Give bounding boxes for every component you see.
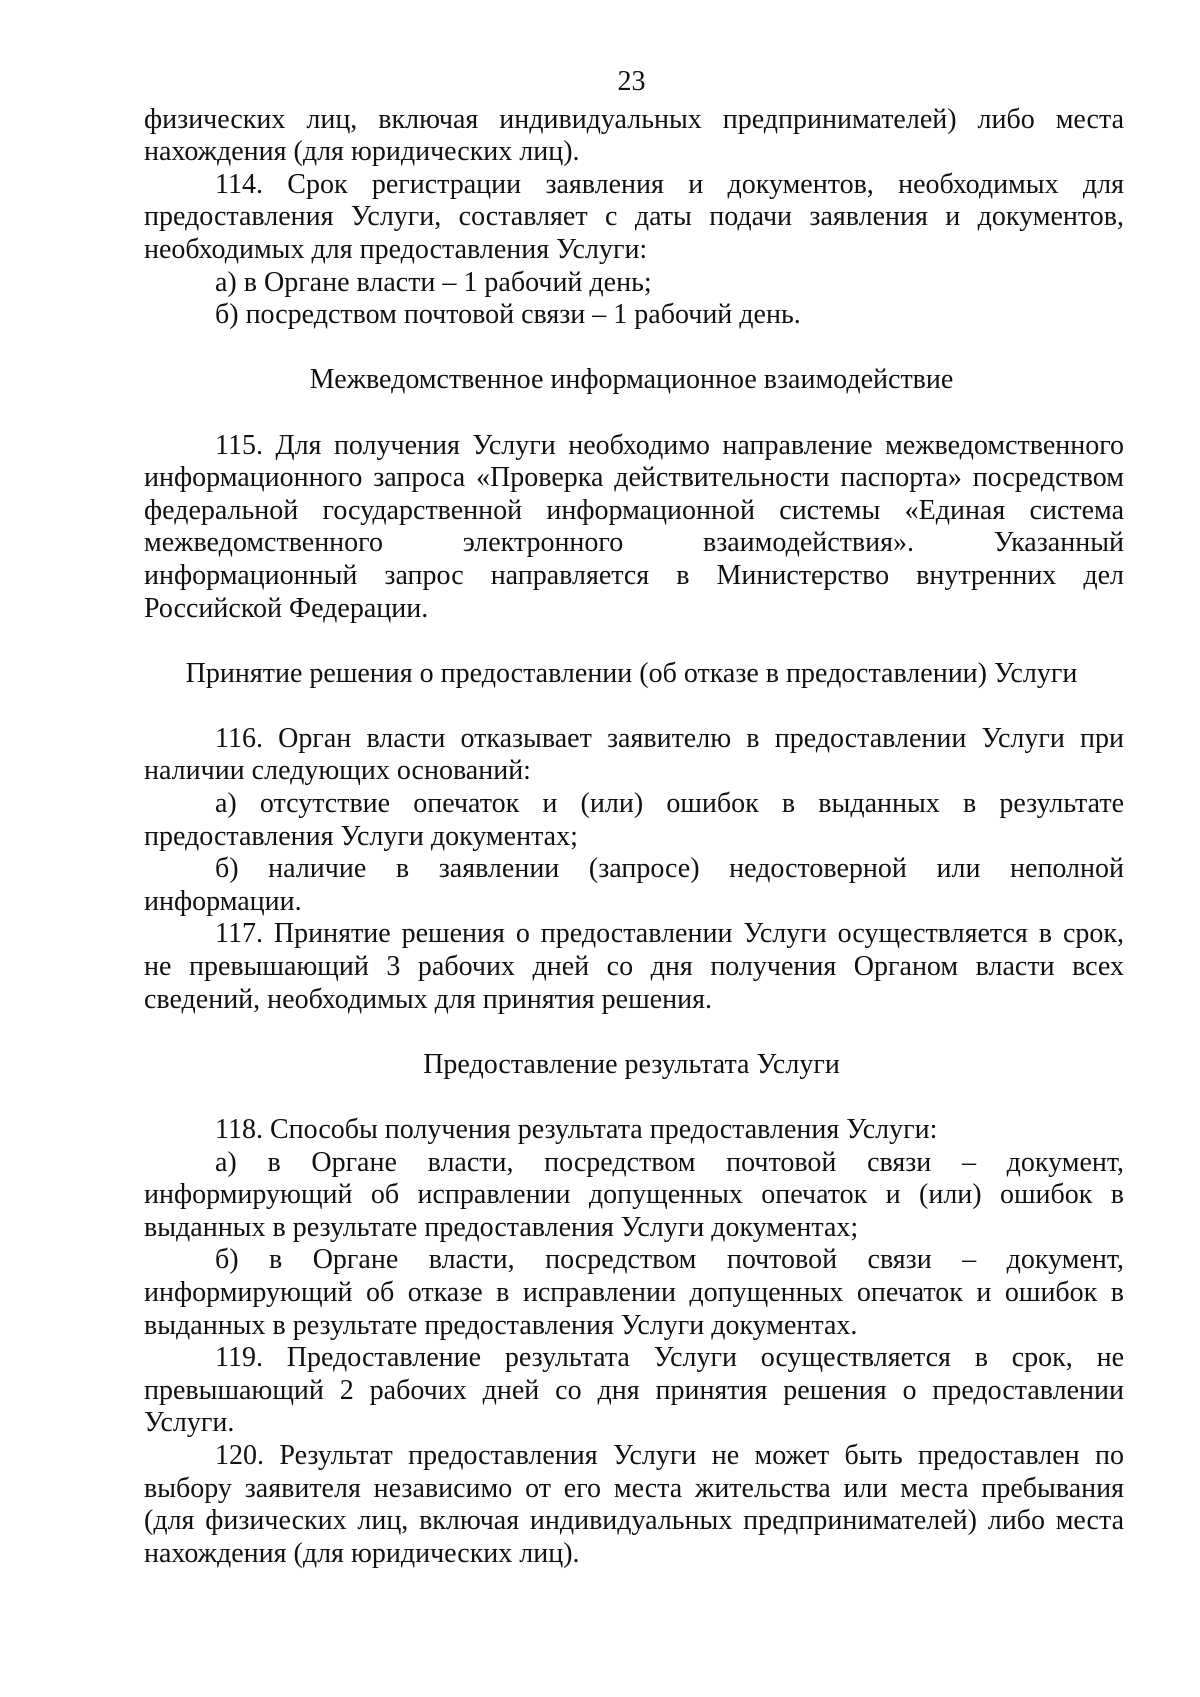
paragraph-116-b: б) наличие в заявлении (запросе) недостоверной или неполной информации. bbox=[144, 853, 1124, 917]
paragraph-continuation: физических лиц, включая индивидуальных предпринимателей) либо места нахождения (для юридических лиц). bbox=[144, 103, 1124, 168]
section-heading-decision: Принятие решения о предоставлении (об отказе в предоставлении) Услуги bbox=[185, 657, 1078, 689]
paragraph-116-a: а) отсутствие опечаток и (или) ошибок в выданных в результате предоставления Услуги документах; bbox=[144, 788, 1124, 852]
paragraph-114-a: а) в Органе власти – 1 рабочий день; bbox=[215, 266, 652, 298]
page-number: 23 bbox=[617, 66, 646, 97]
paragraph-114: 114. Срок регистрации заявления и документов, необходимых для предоставления Услуги, составляет с даты подачи заявления и документов, необходимых для предоставления Услуги: bbox=[144, 168, 1124, 265]
paragraph-118-a: а) в Органе власти, посредством почтовой связи – документ, информирующий об исправлении допущенных опечаток и (или) ошибок в выданных в результате предоставления Услуги документах; bbox=[144, 1146, 1124, 1243]
paragraph-116: 116. Орган власти отказывает заявителю в предоставлении Услуги при наличии следующих оснований: bbox=[144, 722, 1124, 787]
paragraph-118: 118. Способы получения результата предоставления Услуги: bbox=[215, 1114, 938, 1145]
section-heading-result: Предоставление результата Услуги bbox=[423, 1048, 840, 1080]
paragraph-115: 115. Для получения Услуги необходимо направление межведомственного информационного запроса «Проверка действительности паспорта» посредством федеральной государственной информационной системы «Единая система межведомственного электронного взаимодействия». Указанный информационный запрос направляется в Министерство внутренних дел Российской Федерации. bbox=[144, 429, 1124, 624]
section-heading-interagency: Межведомственное информационное взаимодействие bbox=[309, 364, 954, 396]
paragraph-118-b: б) в Органе власти, посредством почтовой связи – документ, информирующий об отказе в исправлении допущенных опечаток и ошибок в выданных в результате предоставления Услуги документах. bbox=[144, 1244, 1124, 1341]
document-page bbox=[144, 66, 1124, 1570]
paragraph-114-b: б) посредством почтовой связи – 1 рабочий день. bbox=[215, 299, 801, 331]
paragraph-117: 117. Принятие решения о предоставлении Услуги осуществляется в срок, не превышающий 3 рабочих дней со дня получения Органом власти всех сведений, необходимых для принятия решения. bbox=[144, 918, 1124, 1015]
paragraph-120: 120. Результат предоставления Услуги не может быть предоставлен по выбору заявителя независимо от его места жительства или места пребывания (для физических лиц, включая индивидуальных предпринимателей) либо места нахождения (для юридических лиц). bbox=[144, 1439, 1124, 1569]
paragraph-119: 119. Предоставление результата Услуги осуществляется в срок, не превышающий 2 рабочих дней со дня принятия решения о предоставлении Услуги. bbox=[144, 1342, 1124, 1439]
